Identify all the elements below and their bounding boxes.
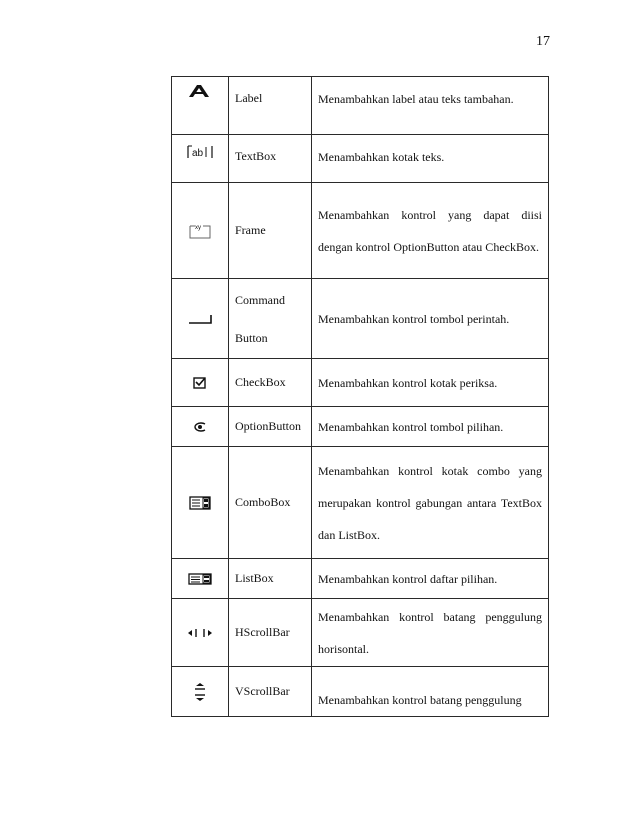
control-description: Menambahkan label atau teks tambahan. (312, 77, 549, 135)
table-row (172, 279, 549, 359)
control-description: Menambahkan kontrol daftar pilihan. (312, 559, 549, 599)
icon-cell (172, 407, 229, 447)
table-row (172, 667, 549, 717)
icon-cell (172, 667, 229, 717)
icon-cell (172, 359, 229, 407)
table-row (172, 359, 549, 407)
textbox-tool-icon (187, 145, 213, 159)
table-row (172, 559, 549, 599)
table-row (172, 77, 549, 135)
icon-cell (172, 559, 229, 599)
control-description: Menambahkan kontrol tombol pilihan. (312, 407, 549, 447)
listbox-tool-icon (188, 573, 212, 585)
checkbox-tool-icon (193, 377, 207, 389)
control-name-line-1: Command (235, 292, 285, 307)
control-name: ComboBox (229, 447, 312, 559)
icon-cell (172, 279, 229, 359)
control-description: Menambahkan kontrol kotak periksa. (312, 359, 549, 407)
control-description: Menambahkan kontrol kotak combo yang merupakan kontrol gabungan antara TextBox dan ListBox. (312, 447, 549, 559)
control-name: Label (229, 77, 312, 135)
icon-cell (172, 599, 229, 667)
control-name: HScrollBar (229, 599, 312, 667)
vscrollbar-tool-icon (194, 682, 206, 702)
control-name: CheckBox (229, 359, 312, 407)
control-description: Menambahkan kotak teks. (312, 135, 549, 183)
control-name (229, 279, 312, 359)
icon-cell (172, 77, 229, 135)
control-description: Menambahkan kontrol yang dapat diisi dengan kontrol OptionButton atau CheckBox. (312, 183, 549, 279)
control-name-line-2: Button (235, 330, 268, 345)
control-name: TextBox (229, 135, 312, 183)
icon-cell (172, 183, 229, 279)
svg-text:ab: ab (192, 148, 204, 160)
table-row (172, 135, 549, 183)
icon-cell (172, 135, 229, 183)
control-description: Menambahkan kontrol tombol perintah. (312, 279, 549, 359)
hscrollbar-tool-icon (187, 628, 213, 638)
control-name: ListBox (229, 559, 312, 599)
table-row (172, 447, 549, 559)
frame-tool-icon (189, 223, 211, 239)
icon-cell (172, 447, 229, 559)
label-tool-icon (187, 84, 213, 98)
table-row (172, 599, 549, 667)
control-name: Frame (229, 183, 312, 279)
toolbox-controls-table (171, 76, 549, 717)
control-name: VScrollBar (229, 667, 312, 717)
option-button-tool-icon (193, 422, 207, 432)
svg-text:xy: xy (195, 224, 201, 231)
command-button-tool-icon (188, 314, 212, 324)
control-name: OptionButton (229, 407, 312, 447)
table-row (172, 183, 549, 279)
page-number: 17 (536, 34, 550, 49)
control-description: Menambahkan kontrol batang penggulung (312, 667, 549, 717)
table-row (172, 407, 549, 447)
control-description: Menambahkan kontrol batang penggulung horisontal. (312, 599, 549, 667)
combobox-tool-icon (189, 496, 211, 510)
